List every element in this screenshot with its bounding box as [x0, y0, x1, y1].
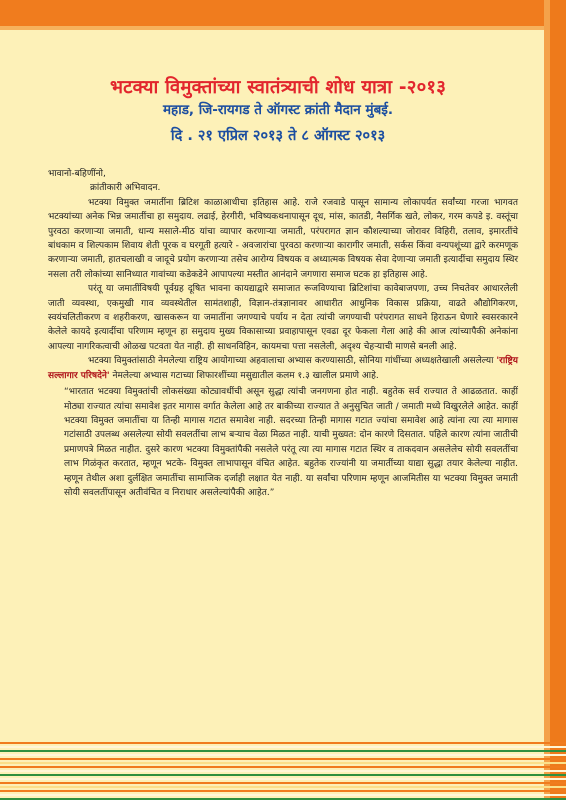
paragraph-commission-tail: नेमलेल्या अभ्यास गटाच्या शिफारशींच्या मसुद्यातील कलम १.३ खालील प्रमाणे आहे. [109, 370, 379, 381]
council-name-highlight: 'राष्ट्रिय सल्लागार परिषदेने' [48, 356, 518, 381]
border-stripe [0, 746, 566, 748]
top-light-band [0, 26, 566, 30]
border-stripe [0, 778, 566, 780]
greeting: क्रांतीकारी अभिवादन. [90, 183, 161, 194]
border-stripe [0, 750, 566, 752]
decorative-bottom-border [0, 742, 566, 800]
paragraph-history: भटक्या विमुक्त जमातींना ब्रिटिश काळाआधीचा इतिहास आहे. राजे रजवाडे पासून सामान्य लोकापर्यत सर्वांच्या गरजा भागवत भटक्यांच्या अनेक भिन्न जमातींचा हा समुदाय. लढाई, हेरगीरी, भविष्यकथनापासून दूध, मांस, कातडी, नैसर्गिक खते, लोकर, गरम कपडे इ. वस्तूंचा पुरवठा करणाऱ्या जमाती, धान्य मसाले-मीठ यांचा व्यापार करणाऱ्या जमाती, परंपरागत ज्ञान कौशल्याच्या जोरावर विहिरी, तलाव, इमारतींचे बांधकाम व शिल्पकाम शिवाय शेती पूरक व घरगूती हत्यारे - अवजारांचा पुरवठा करणाऱ्या कारागीर जमाती, सर्कस किंवा वन्यपशूंच्या द्वारे करमणूक करणाऱ्या जमाती, हातचलाखी व जादूचे प्रयोग करणाऱ्या तसेच आरोग्य विषयक व अध्यात्मक विषयक सेवा देणाऱ्या जमाती इत्यादींचा समुदाय स्थिर नसला तरी लोकांच्या सानिध्यात गावांच्या कडेकडेने आपापल्या मस्तीत आनंदाने जगणारा समाज घटक हा इतिहास आहे. [48, 197, 518, 280]
paragraph-causes: परंतू या जमातींविषयी पूर्वग्रह दूषित भावना कायद्याद्वारे समाजात रूजविण्याचा ब्रिटिशांचा कावेबाजपणा, उच्च निचतेवर आधारलेली जाती व्यवस्था, एकमुखी गाव व्यवस्थेतील सामंतशाही, विज्ञान-तंत्रज्ञानावर आधारीत आधुनिक विकास प्रक्रिया, वाढते औद्योगिकरण, स्वयंचलितीकरण व शहरीकरण, खासकरून या जमातींना जगण्याचे पर्याय न देता त्यांची जगण्याची परंपरागत साधने हिराऊन घेणारे स्वसरकारने केलेले कायदे इत्यादींचा परिणाम म्हणून हा समुदाय मुख्य विकासाच्या प्रवाहापासून एवढा दूर फेकला गेला आहे की आज त्यांच्यापैकी अनेकांना आपल्या नागरिकत्वाची ओळख पटवता येत नाही. ही साधनविहिन, कायमचा पत्ता नसलेली, अदृश्य चेहऱ्याची माणसे बनली आहे. [48, 284, 518, 352]
border-stripe [0, 770, 566, 772]
border-stripe [0, 742, 566, 744]
border-stripe [0, 766, 566, 768]
page-title: भटक्या विमुक्तांच्या स्वातंत्र्याची शोध यात्रा -२०१३ [109, 77, 447, 99]
date-range: दि . २१ एप्रिल २०१३ ते ८ ऑगस्ट २०१३ [170, 128, 386, 144]
salutation: भावानो-बहिणींनो, [48, 169, 106, 179]
top-orange-band [0, 0, 566, 26]
border-stripe [0, 790, 566, 792]
paragraph-commission-text: भटक्या विमुक्तांसाठी नेमलेल्या राष्ट्रिय आयोगाच्या अहवालाचा अभ्यास करण्यासाठी, सोनिया गांधींच्या अध्यक्षतेखाली असलेल्या [88, 356, 497, 367]
border-stripe [0, 794, 566, 796]
paragraph-commission [48, 354, 518, 383]
border-stripe [0, 782, 566, 784]
border-stripe [0, 754, 566, 756]
border-stripe [0, 774, 566, 776]
quoted-clause: “भारतात भटक्या विमुक्तांची लोकसंख्या कोट्यावधींची असून सुद्धा त्यांची जनगणना होत नाही. बहुतेक सर्व राज्यात ते आढळतात. काहीं मोठ्या राज्यात त्यांचा समावेश इतर मागास वर्गात केलेला आहे तर बाकीच्या राज्यात ते अनुसुचित जाती / जमाती मध्ये विखुरलेले आहेत. काहीं भटक्या विमुक्त जमातींचा या तिन्ही मागास गटात समावेश नाही. सदरच्या तिन्ही मागास गटात ज्यांचा समावेश आहे त्यांना त्या त्या मागास गटांसाठी उपलब्ध असलेल्या सोयी सवलतींचा लाभ बऱ्याच वेळा मिळत नाही. याची मुख्यत: दोन कारणे दिसतात. पहिले कारण त्यांना जातीची प्रमाणपत्रे मिळत नाहीत. दुसरे कारण भटक्या विमुक्तांपैकी नसलेले परंतू त्या त्या मागास गटात स्थिर व ताकदवान असलेलेच सोयी सवलतींचा लाभ गिळंकृत करतात, म्हणून भटके- विमुक्त लाभापासून वंचित आहेत. बहुतेक राज्यांनी या जमातींच्या याद्या सुद्धा तयार केलेल्या नाहीत. म्हणून तेथील अशा दुर्लक्षित जमातींचा सामाजिक दर्जाही लक्षात येत नाही. या सर्वांचा परिणाम म्हणून आजमितीस या भटक्या विमुक्त जमाती सोयी सवलतींपासून अतीवंचित व निराधार असलेल्यांपैकी आहेत.” [64, 387, 518, 498]
right-orange-band [550, 0, 566, 800]
border-stripe [0, 786, 566, 788]
letter-body [48, 167, 518, 500]
route-line: महाड, जि-रायगड ते ऑगस्ट क्रांती मैदान मुंबई. [162, 102, 394, 118]
border-stripe [0, 762, 566, 764]
border-stripe [0, 758, 566, 760]
